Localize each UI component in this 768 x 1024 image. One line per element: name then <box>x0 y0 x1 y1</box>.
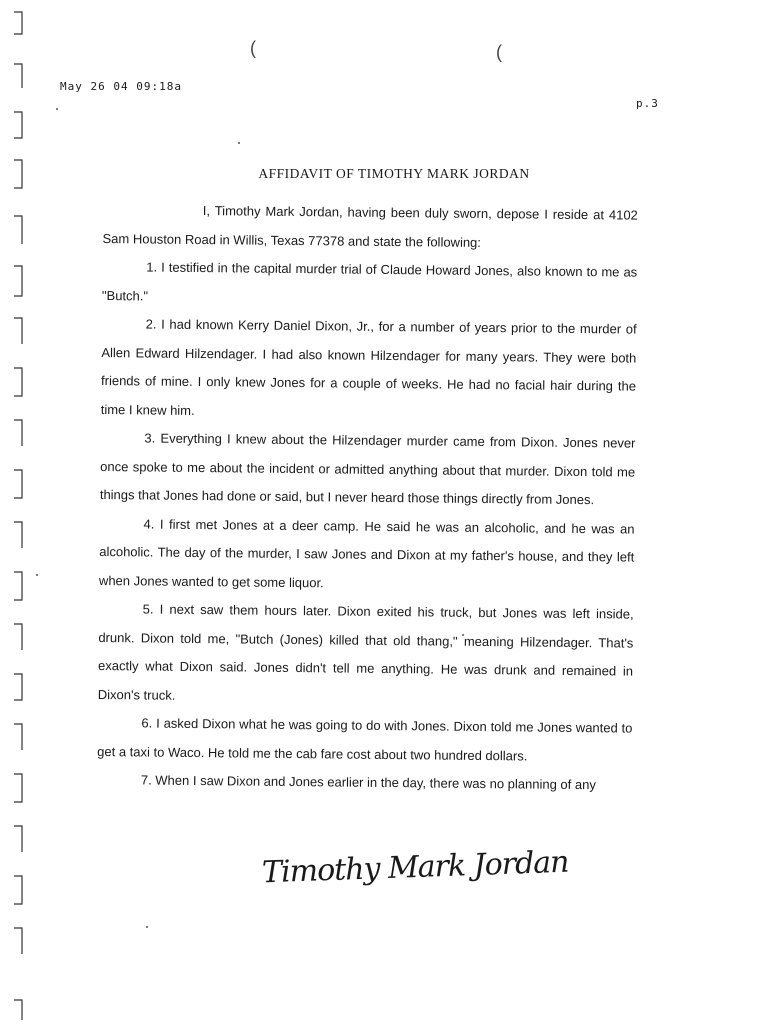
handwritten-signature: Timothy Mark Jordan <box>261 844 570 891</box>
paragraph-6: 6. I asked Dixon what he was going to do with Jones. Dixon told me Jones wanted to get a taxi to Waco. He told me the cab fare cost about two hundred dollars. <box>97 715 633 763</box>
fax-header-timestamp: May 26 04 09:18a <box>60 80 182 93</box>
scan-mark: ( <box>250 38 256 58</box>
speck <box>56 108 58 110</box>
scan-mark: ( <box>496 42 502 62</box>
paragraph-7: 7. When I saw Dixon and Jones earlier in the day, there was no planning of any <box>140 772 596 793</box>
speck <box>238 142 240 144</box>
paragraph-2: 2. I had known Kerry Daniel Dixon, Jr., for a number of years prior to the murder of Allen Edward Hilzendager. I had also known Hilzendager for many years. They were both friends of mine. I only knew Jones for a couple of weeks. He had no facial hair during the time I knew him. <box>100 316 637 418</box>
speck <box>146 926 148 928</box>
paragraph-5: 5. I next saw them hours later. Dixon exited his truck, but Jones was left inside, drunk. Dixon told me, "Butch (Jones) killed that old thang," meaning Hilzendager. That's exactly what Dixon said. Jones didn't tell me anything. He was drunk and remained in Dixon's truck. <box>97 601 634 703</box>
affidavit-body <box>97 196 638 800</box>
speck <box>36 574 38 576</box>
paragraph-3: 3. Everything I knew about the Hilzendager murder came from Dixon. Jones never once spoke to me about the incident or admitted anything about that murder. Dixon told me things that Jones had done or said, but I never heard those things directly from Jones. <box>99 430 636 508</box>
paragraph-4: 4. I first met Jones at a deer camp. He said he was an alcoholic, and he was an alcoholic. The day of the murder, I saw Jones and Dixon at my father's house, and they left when Jones wanted to get some liquor. <box>98 515 635 590</box>
binding-edge-marks <box>10 0 26 1024</box>
intro-paragraph: I, Timothy Mark Jordan, having been duly sworn, depose I reside at 4102 Sam Houston Road in Willis, Texas 77378 and state the following: <box>102 203 638 250</box>
affidavit-title: AFFIDAVIT OF TIMOTHY MARK JORDAN <box>258 166 530 181</box>
paragraph-1: 1. I testified in the capital murder trial of Claude Howard Jones, also known to me as "Butch." <box>101 259 638 303</box>
page-number: p.3 <box>636 97 659 110</box>
